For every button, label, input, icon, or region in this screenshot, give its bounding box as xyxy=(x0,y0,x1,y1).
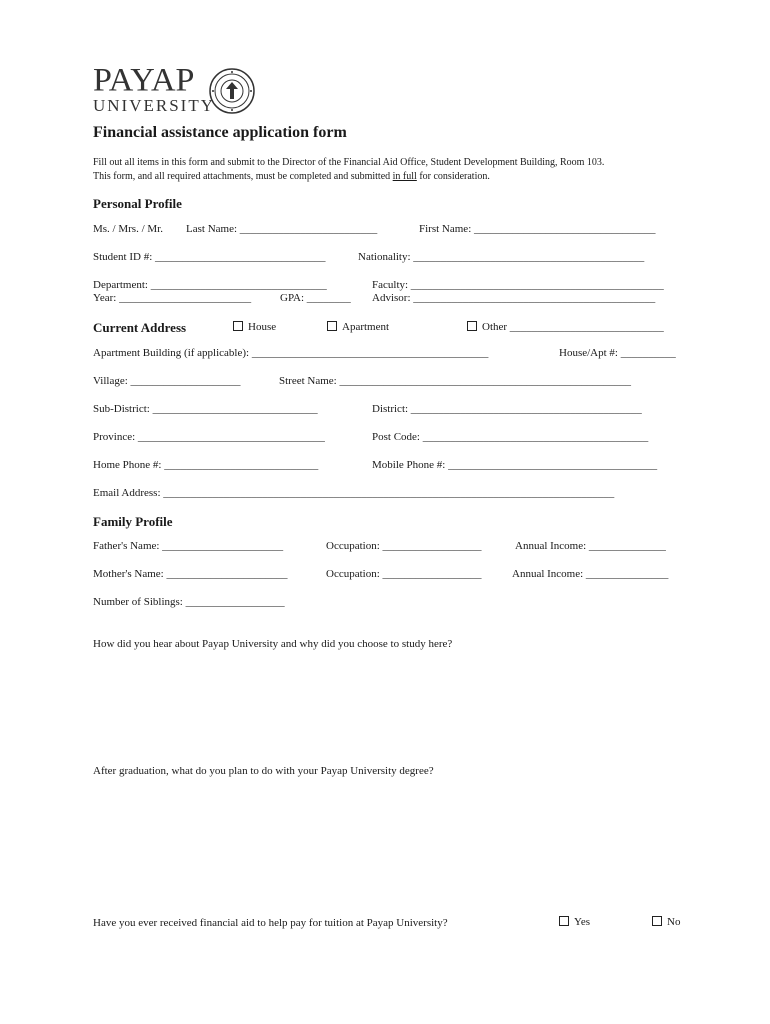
intro-line-1: Fill out all items in this form and submit to the Director of the Financial Aid Office, Student Development Building, Room 103. xyxy=(93,157,605,168)
advisor-field[interactable]: Advisor: ____________________________________________ xyxy=(372,292,656,304)
yes-option[interactable] xyxy=(559,916,590,928)
gpa-field[interactable]: GPA: ________ xyxy=(280,292,351,304)
yes-checkbox[interactable] xyxy=(559,916,569,926)
house-apt-field[interactable]: House/Apt #: __________ xyxy=(559,347,676,359)
answer-area-after-graduation[interactable] xyxy=(93,783,693,903)
house-option[interactable] xyxy=(233,321,276,333)
first-name-field[interactable]: First Name: _________________________________ xyxy=(419,223,656,235)
mother-income-field[interactable]: Annual Income: _______________ xyxy=(512,568,669,580)
student-id-field[interactable]: Student ID #: _______________________________ xyxy=(93,251,326,263)
home-phone-field[interactable]: Home Phone #: ____________________________ xyxy=(93,459,319,471)
father-occupation-field[interactable]: Occupation: __________________ xyxy=(326,540,482,552)
province-field[interactable]: Province: __________________________________ xyxy=(93,431,325,443)
post-code-field[interactable]: Post Code: _________________________________________ xyxy=(372,431,649,443)
mother-name-field[interactable]: Mother's Name: ______________________ xyxy=(93,568,288,580)
yes-label: Yes xyxy=(574,916,591,928)
department-field[interactable]: Department: ________________________________ xyxy=(93,279,327,291)
father-name-field[interactable]: Father's Name: ______________________ xyxy=(93,540,284,552)
house-label: House xyxy=(248,321,277,333)
other-option[interactable] xyxy=(467,321,664,333)
apartment-label: Apartment xyxy=(342,321,390,333)
answer-area-hear-about[interactable] xyxy=(93,656,693,756)
mother-occupation-field[interactable]: Occupation: __________________ xyxy=(326,568,482,580)
email-field[interactable]: Email Address: __________________________________________________________________________________ xyxy=(93,487,615,499)
street-name-field[interactable]: Street Name: _____________________________________________________ xyxy=(279,375,631,387)
year-field[interactable]: Year: ________________________ xyxy=(93,292,252,304)
other-label[interactable]: Other ____________________________ xyxy=(482,321,664,333)
intro-line-2-post: for consideration. xyxy=(416,171,490,182)
house-checkbox[interactable] xyxy=(233,321,243,331)
intro-line-2 xyxy=(93,171,490,182)
current-address-heading: Current Address xyxy=(93,320,187,335)
university-seal-icon xyxy=(208,67,256,115)
faculty-field[interactable]: Faculty: ______________________________________________ xyxy=(372,279,664,291)
nationality-field[interactable]: Nationality: __________________________________________ xyxy=(358,251,645,263)
district-field[interactable]: District: __________________________________________ xyxy=(372,403,642,415)
question-financial-aid: Have you ever received financial aid to help pay for tuition at Payap University? xyxy=(93,917,448,929)
logo-text-university: UNIVERSITY xyxy=(93,96,215,115)
other-checkbox[interactable] xyxy=(467,321,477,331)
question-after-graduation: After graduation, what do you plan to do with your Payap University degree? xyxy=(93,765,434,777)
father-income-field[interactable]: Annual Income: ______________ xyxy=(515,540,666,552)
personal-profile-heading: Personal Profile xyxy=(93,196,182,211)
intro-line-2-pre: This form, and all required attachments, must be completed and submitted xyxy=(93,171,393,182)
apartment-option[interactable] xyxy=(327,321,389,333)
no-checkbox[interactable] xyxy=(652,916,662,926)
mobile-phone-field[interactable]: Mobile Phone #: ______________________________________ xyxy=(372,459,658,471)
intro-in-full: in full xyxy=(392,171,417,182)
apartment-checkbox[interactable] xyxy=(327,321,337,331)
name-title-field[interactable]: Ms. / Mrs. / Mr. xyxy=(93,223,163,235)
village-field[interactable]: Village: ____________________ xyxy=(93,375,241,387)
last-name-field[interactable]: Last Name: _________________________ xyxy=(186,223,378,235)
apartment-building-field[interactable]: Apartment Building (if applicable): ___________________________________________ xyxy=(93,347,489,359)
family-profile-heading: Family Profile xyxy=(93,514,173,529)
siblings-field[interactable]: Number of Siblings: __________________ xyxy=(93,596,285,608)
page-title: Financial assistance application form xyxy=(93,124,347,141)
no-label: No xyxy=(667,916,681,928)
sub-district-field[interactable]: Sub-District: ______________________________ xyxy=(93,403,318,415)
logo-text-payap: PAYAP xyxy=(93,62,195,99)
question-hear-about: How did you hear about Payap University and why did you choose to study here? xyxy=(93,638,453,650)
no-option[interactable] xyxy=(652,916,680,928)
